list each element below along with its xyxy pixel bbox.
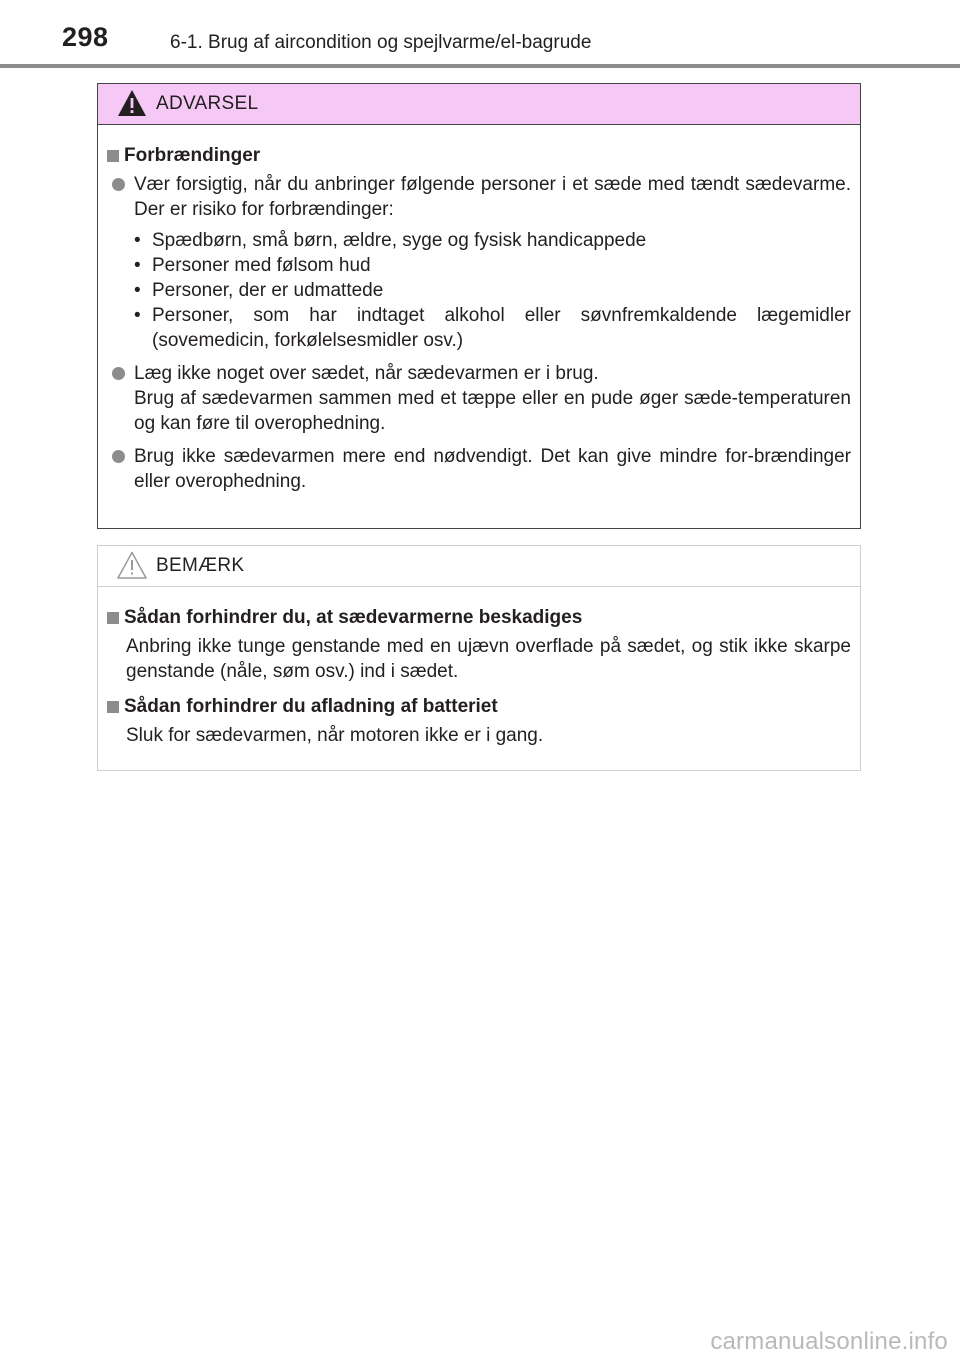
warning-item-1 [107, 172, 851, 353]
warning-body [98, 125, 860, 494]
notice-box-header [98, 546, 860, 587]
list-item: • Spædbørn, små børn, ældre, syge og fysisk handicappede [134, 230, 647, 251]
list-item: • Personer, som har indtaget alkohol eller søvnfremkaldende lægemidler (sovemedicin, forkølelsesmidler osv.) [134, 305, 851, 351]
dot-bullet-icon: • [134, 305, 141, 326]
notice-text-1: Anbring ikke tunge genstande med en ujævn overflade på sædet, og stik ikke skarpe genstande (nåle, søm osv.) ind i sædet. [126, 636, 851, 682]
page-header [0, 0, 960, 70]
circle-bullet-icon [112, 367, 125, 380]
header-rule [0, 64, 960, 68]
warning-box [97, 83, 861, 529]
warning-item-2-text: Brug af sædevarmen sammen med et tæppe eller en pude øger sæde-temperaturen og kan føre til overophedning. [134, 388, 851, 434]
warning-subhead-text: Forbrændinger [124, 145, 261, 166]
notice-box [97, 545, 861, 771]
notice-subhead-2: Sådan forhindrer du afladning af batteriet [107, 694, 851, 719]
warning-item-3 [107, 444, 851, 494]
warning-item-3-text: Brug ikke sædevarmen mere end nødvendigt. Det kan give mindre for-brændinger eller overophedning. [134, 446, 851, 492]
circle-bullet-icon [112, 178, 125, 191]
warning-triangle-outline-icon [116, 550, 148, 580]
list-item: • Personer med følsom hud [134, 255, 371, 276]
warning-item-2 [107, 361, 851, 436]
section-title: 6-1. Brug af aircondition og spejlvarme/el-bagrude [170, 32, 592, 53]
warning-subhead [107, 143, 851, 168]
square-bullet-icon [107, 150, 119, 162]
circle-bullet-icon [112, 450, 125, 463]
dot-bullet-icon: • [134, 255, 141, 276]
notice-label: BEMÆRK [156, 555, 245, 576]
notice-body [98, 587, 860, 748]
warning-item-2-line1: Læg ikke noget over sædet, når sædevarmen er i brug. [134, 363, 599, 384]
page-number: 298 [62, 22, 109, 52]
warning-triangle-filled-icon [116, 88, 148, 118]
list-item: • Personer, der er udmattede [134, 280, 384, 301]
notice-subhead-1: Sådan forhindrer du, at sædevarmerne beskadiges [107, 605, 851, 630]
warning-item-1-text: Vær forsigtig, når du anbringer følgende personer i et sæde med tændt sædevarme. Der er risiko for forbrændinger: [134, 174, 851, 220]
square-bullet-icon [107, 612, 119, 624]
dot-bullet-icon: • [134, 280, 141, 301]
watermark: carmanualsonline.info [710, 1328, 948, 1355]
warning-box-header [98, 84, 860, 125]
warning-sub-list [134, 228, 851, 353]
warning-label: ADVARSEL [156, 93, 259, 114]
dot-bullet-icon: • [134, 230, 141, 251]
square-bullet-icon [107, 701, 119, 713]
notice-text-2: Sluk for sædevarmen, når motoren ikke er i gang. [126, 725, 544, 746]
